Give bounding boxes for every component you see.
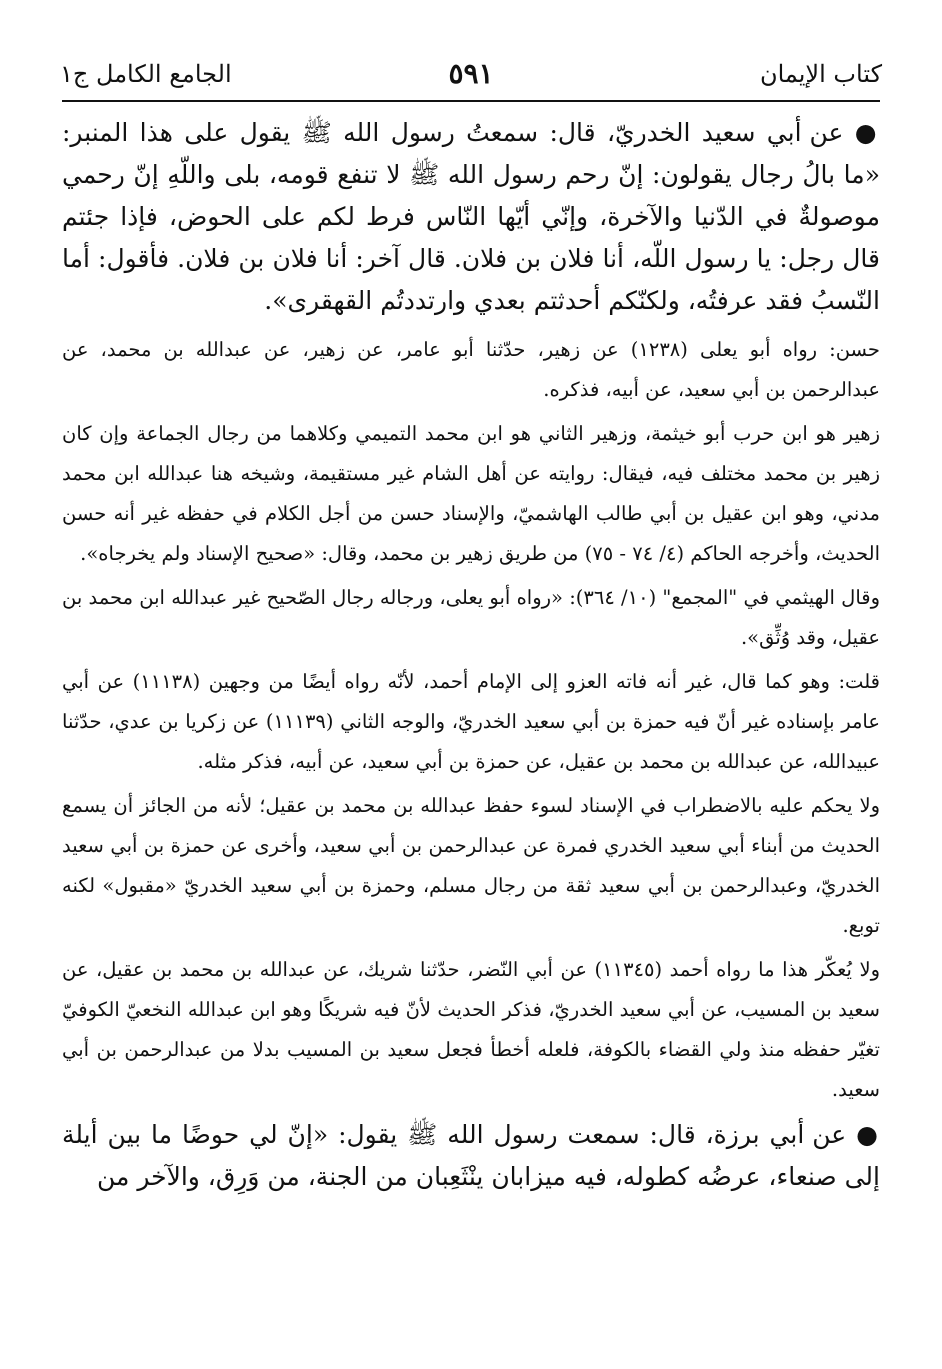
bullet-icon: ●: [854, 118, 880, 147]
bullet-icon: ●: [856, 1120, 880, 1149]
page-header: [60, 52, 882, 96]
header-divider: [62, 100, 880, 102]
commentary-paragraph: قلت: وهو كما قال، غير أنه فاته العزو إلى الإمام أحمد، لأنّه رواه أيضًا من وجهين (١١١٣٨) عن أبي عامر بإسناده غير أنّ فيه حمزة بن أبي سعيد الخدريّ، والوجه الثاني (١١١٣٩) عن زكريا بن عدي، حدّثنا عبيدالله، عن عبدالله بن محمد بن عقيل، عن حمزة بن أبي سعيد، عن أبيه، فذكر مثله.: [62, 670, 880, 773]
hadith-paragraph: [62, 1114, 880, 1198]
commentary-paragraph: حسن: رواه أبو يعلى (١٢٣٨) عن زهير، حدّثنا أبو عامر، عن زهير، عن عبدالله بن محمد، عن عبدالرحمن بن أبي سعيد، عن أبيه، فذكره.: [62, 338, 880, 401]
page-body: [62, 112, 880, 1206]
commentary-paragraph: ولا يحكم عليه بالاضطراب في الإسناد لسوء حفظ عبدالله بن محمد بن عقيل؛ لأنه من الجائز أن يسمع الحديث من أبناء أبي سعيد الخدري فمرة عن عبدالرحمن بن أبي سعيد، وأخرى عن حمزة بن أبي سعيد الخدريّ، وعبدالرحمن بن أبي سعيد ثقة من رجال مسلم، وحمزة بن أبي سعيد الخدريّ «مقبول» لكنه توبع.: [62, 794, 880, 937]
hadith-text: عن أبي برزة، قال: سمعت رسول الله ﷺ يقول: «إنّ لي حوضًا ما بين أيلة إلى صنعاء، عرضُه كطوله، فيه ميزابان ينْثَعِبان من الجنة، من وَرِق، والآخر من: [62, 1120, 880, 1191]
page-number: ٥٩١: [448, 57, 494, 90]
hadith-text: عن أبي سعيد الخدريّ، قال: سمعتُ رسول الله ﷺ يقول على هذا المنبر: «ما بالُ رجال يقولون: إنّ رحم رسول الله ﷺ لا تنفع قومه، بلى واللّهِ إنّ رحمي موصولةٌ في الدّنيا والآخرة، وإنّي أيّها النّاس فرط لكم على الحوض، فإذا جئتم قال رجل: يا رسول اللّه، أنا فلان بن فلان. قال آخر: أنا فلان بن فلان. فأقول: أما النّسبُ فقد عرفتُه، ولكنّكم أحدثتم بعدي وارتددتُم القهقرى».: [62, 118, 880, 315]
book-title: كتاب الإيمان: [759, 60, 882, 88]
commentary-paragraph: وقال الهيثمي في "المجمع" (١٠/ ٣٦٤): «رواه أبو يعلى، ورجاله رجال الصّحيح غير عبدالله ابن محمد بن عقيل، وقد وُثِّق».: [62, 586, 881, 649]
commentary-paragraph: ولا يُعكّر هذا ما رواه أحمد (١١٣٤٥) عن أبي النّضر، حدّثنا شريك، عن عبدالله بن محمد بن عقيل، عن سعيد بن المسيب، عن أبي سعيد الخدريّ، فذكر الحديث لأنّ فيه شريكًا وهو ابن عبدالله النخعيّ الكوفيّ تغيّر حفظه منذ ولي القضاء بالكوفة، فلعله أخطأ فجعل سعيد بن المسيب بدلا من عبدالرحمن بن أبي سعيد.: [62, 958, 880, 1101]
commentary-paragraph: زهير هو ابن حرب أبو خيثمة، وزهير الثاني هو ابن محمد التميمي وكلاهما من رجال الجماعة وإن كان زهير بن محمد مختلف فيه، فيقال: روايته عن أهل الشام غير مستقيمة، وشيخه هنا عبدالله ابن محمد مدني، وهو ابن عقيل بن أبي طالب الهاشميّ، والإسناد حسن من أجل الكلام في حفظه غير أنه حسن الحديث، وأخرجه الحاكم (٤/ ٧٤ - ٧٥) من طريق زهير بن محمد، وقال: «صحيح الإسناد ولم يخرجاه».: [62, 422, 880, 565]
volume-title: الجامع الكامل ج١: [60, 60, 232, 88]
hadith-paragraph: [62, 112, 880, 322]
